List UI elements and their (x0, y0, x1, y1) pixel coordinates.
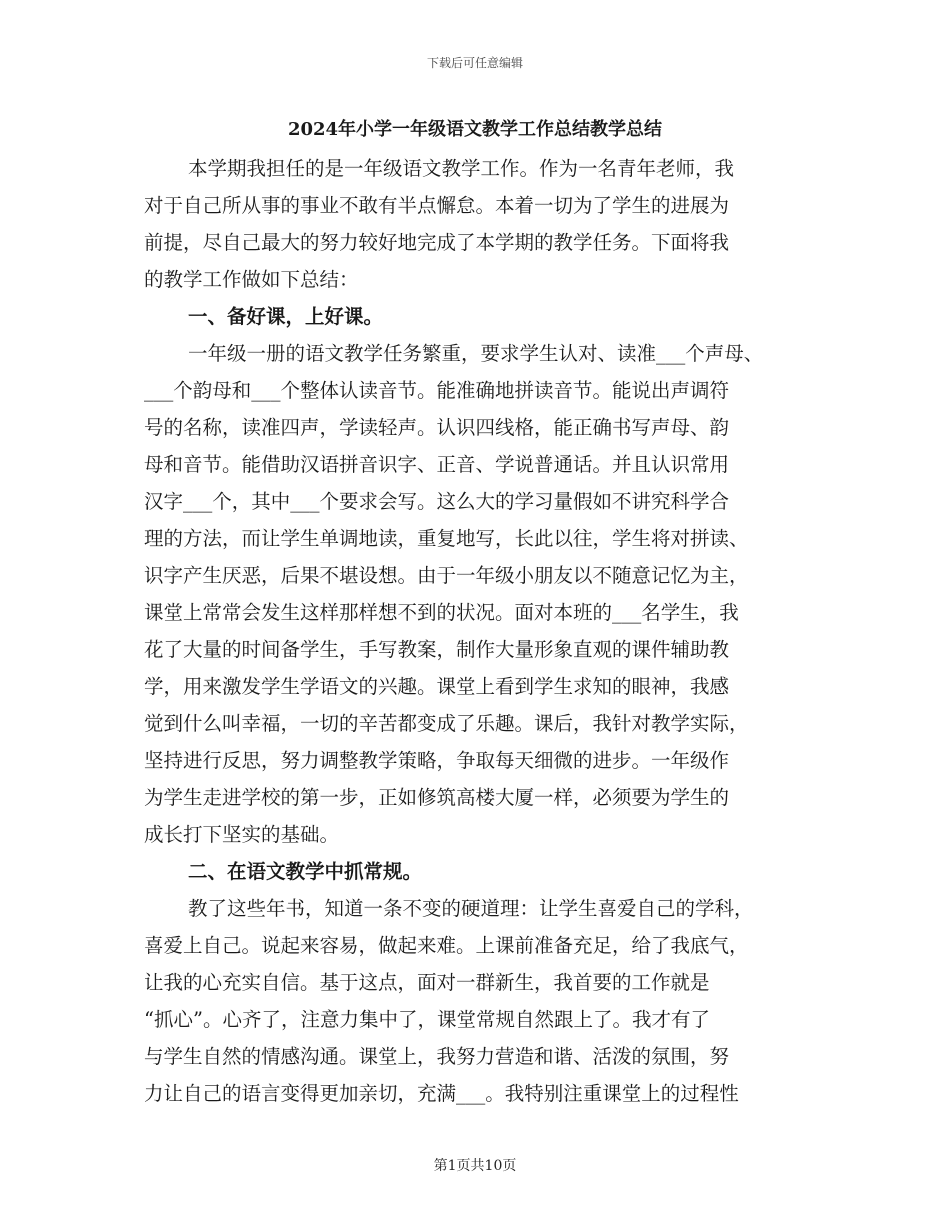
paragraph-line: 号的名称，读准四声，学读轻声。认识四线格，能正确书写声母、韵 (144, 416, 730, 439)
document-body (144, 150, 810, 1112)
page-number-footer: 第1页共10页 (433, 1158, 517, 1174)
section-heading-1: 一、备好课，上好课。 (188, 305, 384, 328)
document-title: 2024年小学一年级语文教学工作总结教学总结 (287, 119, 663, 140)
paragraph-line: 的教学工作做如下总结： (144, 268, 359, 291)
paragraph-line: 母和音节。能借助汉语拼音识字、正音、学说普通话。并且认识常用 (144, 453, 730, 476)
paragraph-line: 学，用来激发学生学语文的兴趣。课堂上看到学生求知的眼神，我感 (144, 675, 730, 698)
paragraph-line: 一年级一册的语文教学任务繁重，要求学生认对、读准___个声母、 (188, 342, 764, 365)
paragraph-line: 坚持进行反思，努力调整教学策略，争取每天细微的进步。一年级作 (144, 749, 730, 772)
paragraph-line: 理的方法，而让学生单调地读，重复地写，长此以往，学生将对拼读、 (144, 527, 749, 550)
paragraph-line: “抓心”。心齐了，注意力集中了，课堂常规自然跟上了。我才有了 (144, 1008, 710, 1031)
paragraph-line: 教了这些年书，知道一条不变的硬道理：让学生喜爱自己的学科， (188, 897, 754, 920)
paragraph-line: 力让自己的语言变得更加亲切，充满___。我特别注重课堂上的过程性 (144, 1082, 739, 1105)
paragraph-line: 本学期我担任的是一年级语文教学工作。作为一名青年老师，我 (188, 157, 735, 180)
paragraph-line: 识字产生厌恶，后果不堪设想。由于一年级小朋友以不随意记忆为主， (144, 564, 749, 587)
paragraph-line: 与学生自然的情感沟通。课堂上，我努力营造和谐、活泼的氛围，努 (144, 1045, 730, 1068)
page-header-note: 下载后可任意编辑 (426, 56, 523, 70)
paragraph-line: 觉到什么叫幸福，一切的辛苦都变成了乐趣。课后，我针对教学实际， (144, 712, 749, 735)
paragraph-line: 为学生走进学校的第一步，正如修筑高楼大厦一样，必须要为学生的 (144, 786, 730, 809)
paragraph-line: 前提，尽自己最大的努力较好地完成了本学期的教学任务。下面将我 (144, 231, 730, 254)
section-heading-2: 二、在语文教学中抓常规。 (188, 860, 423, 883)
paragraph-line: 对于自己所从事的事业不敢有半点懈怠。本着一切为了学生的进展为 (144, 194, 730, 217)
paragraph-line: 让我的心充实自信。基于这点，面对一群新生，我首要的工作就是 (144, 971, 710, 994)
paragraph-line: 花了大量的时间备学生，手写教案，制作大量形象直观的课件辅助教 (144, 638, 730, 661)
paragraph-line: 汉字___个，其中___个要求会写。这么大的学习量假如不讲究科学合 (144, 490, 730, 513)
paragraph-line: ___个韵母和___个整体认读音节。能准确地拼读音节。能说出声调符 (144, 379, 730, 402)
paragraph-line: 喜爱上自己。说起来容易，做起来难。上课前准备充足，给了我底气， (144, 934, 749, 957)
paragraph-line: 课堂上常常会发生这样那样想不到的状况。面对本班的___名学生，我 (144, 601, 739, 624)
paragraph-line: 成长打下坚实的基础。 (144, 823, 340, 846)
